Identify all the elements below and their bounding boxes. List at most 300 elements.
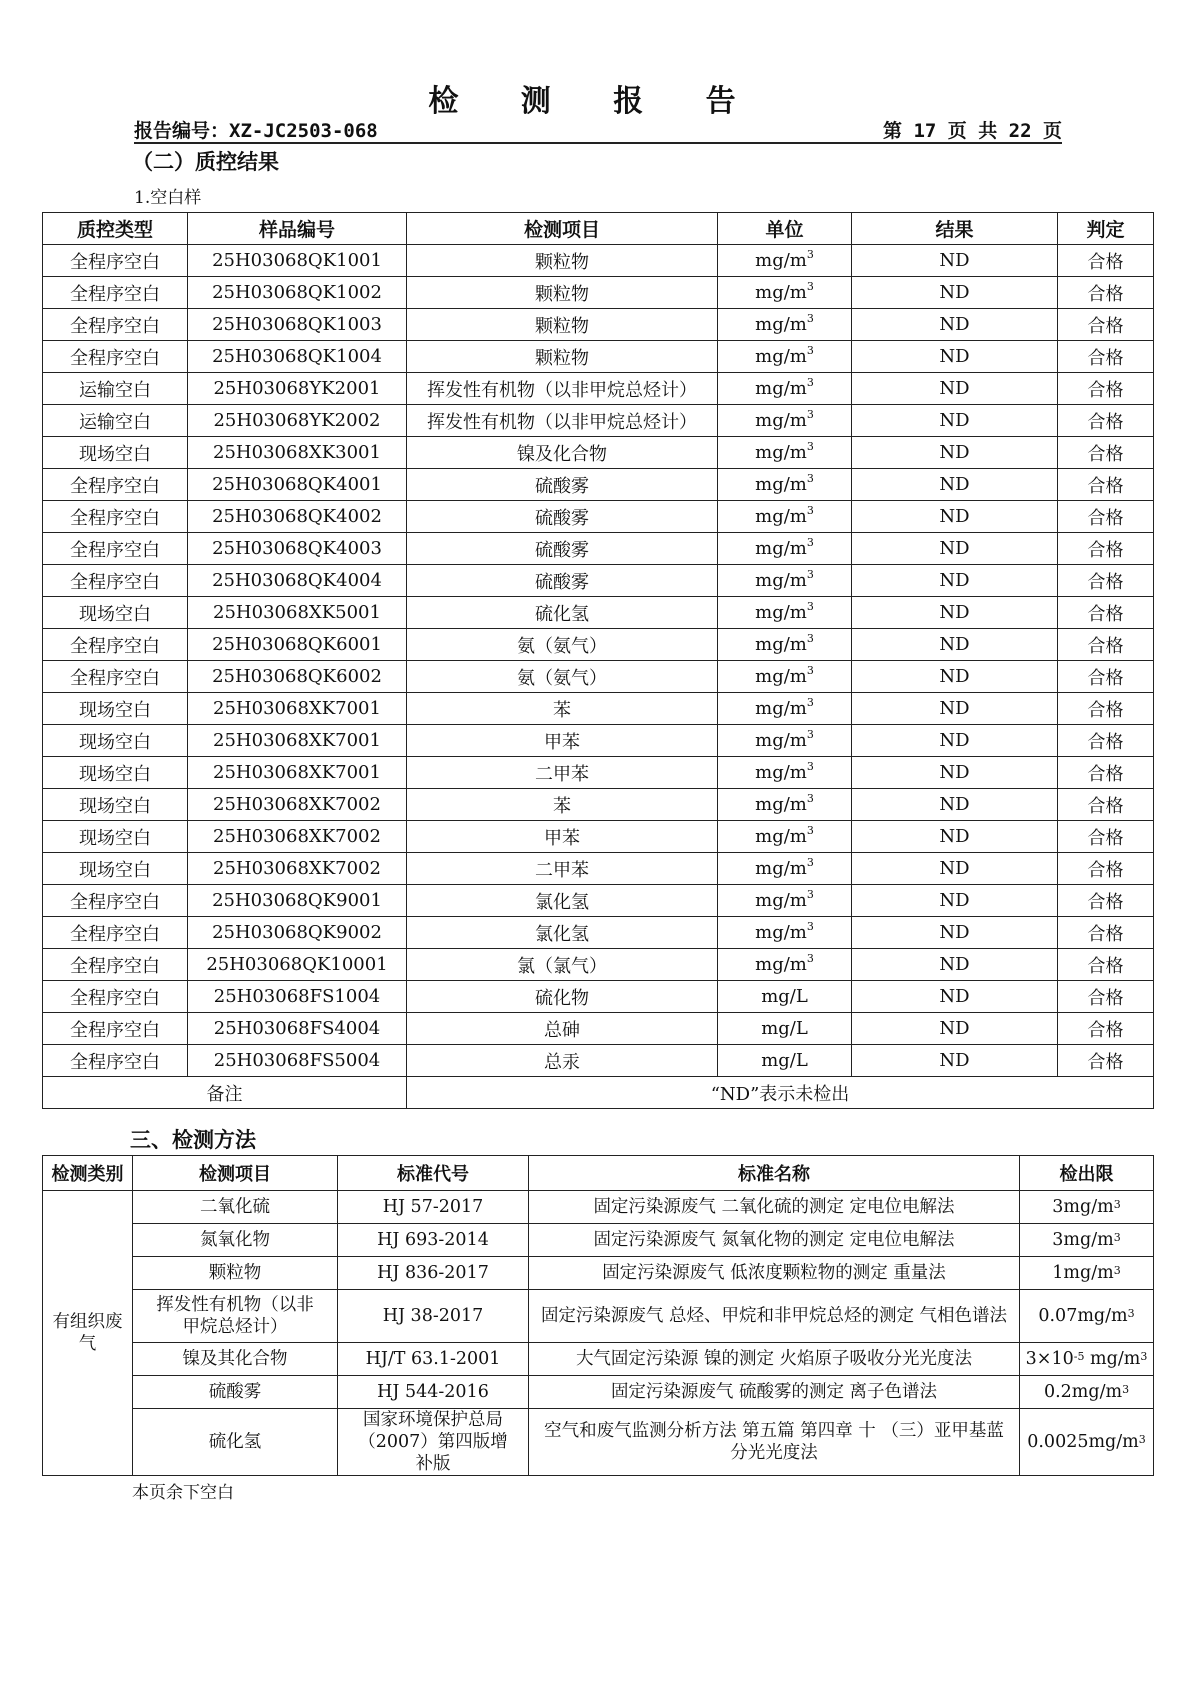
sample-no-cell: 25H03068QK1001 [188, 245, 407, 277]
table-row [43, 1376, 1154, 1409]
table-header-row [43, 213, 1154, 245]
unit-cell [718, 597, 852, 629]
qc-type-cell: 全程序空白 [43, 661, 188, 693]
test-item-cell: 苯 [407, 789, 718, 821]
test-item-cell: 颗粒物 [407, 245, 718, 277]
unit-text: mg/L [761, 986, 808, 1007]
verdict-cell: 合格 [1058, 949, 1154, 981]
qc-type-cell: 全程序空白 [43, 469, 188, 501]
table-row [43, 789, 1154, 821]
unit-cell [718, 853, 852, 885]
result-cell: ND [852, 757, 1058, 789]
result-cell: ND [852, 1013, 1058, 1045]
section-heading-test-methods: 三、检测方法 [130, 1128, 256, 1152]
unit-text: mg/m [755, 602, 807, 623]
test-item-cell: 氯化氢 [407, 885, 718, 917]
qc-type-cell: 全程序空白 [43, 885, 188, 917]
table-row [43, 693, 1154, 725]
detection-limit-cell [1020, 1409, 1154, 1476]
result-cell: ND [852, 469, 1058, 501]
table-row [43, 1290, 1154, 1343]
test-item-cell: 硫酸雾 [407, 565, 718, 597]
qc-type-cell: 现场空白 [43, 757, 188, 789]
item-cell: 硫化氢 [133, 1409, 338, 1476]
result-cell: ND [852, 373, 1058, 405]
unit-text: mg/m [755, 954, 807, 975]
standard-name-cell: 固定污染源废气 低浓度颗粒物的测定 重量法 [529, 1257, 1020, 1290]
limit-text: 1mg/m [1052, 1263, 1114, 1283]
result-cell: ND [852, 629, 1058, 661]
sample-no-cell: 25H03068FS5004 [188, 1045, 407, 1077]
standard-code-cell: HJ 836-2017 [338, 1257, 529, 1290]
detection-limit-cell [1020, 1343, 1154, 1376]
unit-text: mg/m [755, 890, 807, 911]
unit-superscript: 3 [806, 376, 814, 389]
test-item-cell: 苯 [407, 693, 718, 725]
table-row [43, 1013, 1154, 1045]
limit-superscript: 3 [1113, 1198, 1121, 1211]
sample-no-cell: 25H03068QK9001 [188, 885, 407, 917]
result-cell: ND [852, 533, 1058, 565]
unit-text: mg/m [755, 538, 807, 559]
verdict-cell: 合格 [1058, 245, 1154, 277]
qc-blank-table [42, 212, 1154, 1109]
result-cell: ND [852, 917, 1058, 949]
qc-type-cell: 现场空白 [43, 437, 188, 469]
sample-no-cell: 25H03068QK4004 [188, 565, 407, 597]
sample-no-cell: 25H03068YK2002 [188, 405, 407, 437]
item-cell: 二氧化硫 [133, 1191, 338, 1224]
verdict-cell: 合格 [1058, 437, 1154, 469]
standard-name-cell: 固定污染源废气 硫酸雾的测定 离子色谱法 [529, 1376, 1020, 1409]
unit-cell [718, 245, 852, 277]
unit-text: mg/m [755, 666, 807, 687]
sample-no-cell: 25H03068QK6002 [188, 661, 407, 693]
detection-limit-cell [1020, 1224, 1154, 1257]
verdict-cell: 合格 [1058, 533, 1154, 565]
qc-type-cell: 全程序空白 [43, 501, 188, 533]
sample-no-cell: 25H03068XK7002 [188, 853, 407, 885]
verdict-cell: 合格 [1058, 405, 1154, 437]
unit-text: mg/m [755, 698, 807, 719]
unit-superscript: 3 [806, 792, 814, 805]
qc-type-cell: 运输空白 [43, 373, 188, 405]
table-row [43, 533, 1154, 565]
unit-superscript: 3 [806, 760, 814, 773]
verdict-cell: 合格 [1058, 597, 1154, 629]
result-cell: ND [852, 1045, 1058, 1077]
standard-name-cell: 固定污染源废气 氮氧化物的测定 定电位电解法 [529, 1224, 1020, 1257]
limit-superscript: 3 [1127, 1307, 1135, 1320]
verdict-cell: 合格 [1058, 1013, 1154, 1045]
result-cell: ND [852, 661, 1058, 693]
result-cell: ND [852, 341, 1058, 373]
unit-text: mg/L [761, 1018, 808, 1039]
table-row [43, 1409, 1154, 1476]
unit-superscript: 3 [806, 280, 814, 293]
unit-text: mg/m [755, 506, 807, 527]
limit-text: 0.07mg/m [1038, 1306, 1128, 1326]
table-row [43, 1224, 1154, 1257]
qc-type-cell: 全程序空白 [43, 949, 188, 981]
result-cell: ND [852, 405, 1058, 437]
unit-cell [718, 1013, 852, 1045]
unit-superscript: 3 [806, 920, 814, 933]
table-row [43, 981, 1154, 1013]
table-row [43, 1045, 1154, 1077]
page-end-note: 本页余下空白 [132, 1483, 234, 1503]
verdict-cell: 合格 [1058, 693, 1154, 725]
verdict-cell: 合格 [1058, 821, 1154, 853]
limit-superscript: 3 [1140, 1350, 1148, 1363]
sample-no-cell: 25H03068XK7002 [188, 789, 407, 821]
verdict-cell: 合格 [1058, 565, 1154, 597]
standard-code-cell: HJ/T 63.1-2001 [338, 1343, 529, 1376]
sample-no-cell: 25H03068QK4001 [188, 469, 407, 501]
qc-type-cell: 全程序空白 [43, 309, 188, 341]
unit-superscript: 3 [806, 312, 814, 325]
verdict-cell: 合格 [1058, 309, 1154, 341]
verdict-cell: 合格 [1058, 789, 1154, 821]
unit-cell [718, 661, 852, 693]
limit-text: 3mg/m [1052, 1230, 1114, 1250]
sample-no-cell: 25H03068YK2001 [188, 373, 407, 405]
standard-name-cell: 固定污染源废气 二氧化硫的测定 定电位电解法 [529, 1191, 1020, 1224]
test-item-cell: 镍及化合物 [407, 437, 718, 469]
sample-no-cell: 25H03068XK7001 [188, 693, 407, 725]
verdict-cell: 合格 [1058, 885, 1154, 917]
verdict-cell: 合格 [1058, 341, 1154, 373]
unit-superscript: 3 [806, 344, 814, 357]
page-info: 第 17 页 共 22 页 [883, 120, 1062, 142]
table-row [43, 661, 1154, 693]
verdict-cell: 合格 [1058, 853, 1154, 885]
test-item-cell: 氨（氨气） [407, 629, 718, 661]
unit-superscript: 3 [806, 664, 814, 677]
test-item-cell: 二甲苯 [407, 853, 718, 885]
limit-superscript: 3 [1122, 1383, 1130, 1396]
table-row [43, 245, 1154, 277]
unit-cell [718, 725, 852, 757]
category-cell: 有组织废气 [43, 1191, 133, 1476]
unit-cell [718, 309, 852, 341]
unit-cell [718, 501, 852, 533]
verdict-cell: 合格 [1058, 469, 1154, 501]
header-rule [134, 142, 1062, 144]
result-cell: ND [852, 885, 1058, 917]
verdict-cell: 合格 [1058, 981, 1154, 1013]
standard-code-cell: 国家环境保护总局（2007）第四版增补版 [338, 1409, 529, 1476]
sample-no-cell: 25H03068QK4002 [188, 501, 407, 533]
item-cell: 镍及其化合物 [133, 1343, 338, 1376]
test-item-cell: 硫酸雾 [407, 469, 718, 501]
table-row [43, 341, 1154, 373]
result-cell: ND [852, 853, 1058, 885]
unit-superscript: 3 [806, 856, 814, 869]
qc-type-cell: 运输空白 [43, 405, 188, 437]
table-row [43, 437, 1154, 469]
sample-no-cell: 25H03068XK7001 [188, 725, 407, 757]
unit-text: mg/m [755, 826, 807, 847]
detection-limit-cell [1020, 1257, 1154, 1290]
unit-cell [718, 533, 852, 565]
result-cell: ND [852, 693, 1058, 725]
verdict-cell: 合格 [1058, 277, 1154, 309]
unit-superscript: 3 [806, 536, 814, 549]
sample-no-cell: 25H03068QK1003 [188, 309, 407, 341]
col-header-detection-limit: 检出限 [1020, 1156, 1154, 1191]
unit-cell [718, 469, 852, 501]
table-row [43, 277, 1154, 309]
result-cell: ND [852, 309, 1058, 341]
result-cell: ND [852, 501, 1058, 533]
detection-limit-cell [1020, 1376, 1154, 1409]
qc-type-cell: 全程序空白 [43, 533, 188, 565]
unit-cell [718, 789, 852, 821]
standard-name-cell: 大气固定污染源 镍的测定 火焰原子吸收分光光度法 [529, 1343, 1020, 1376]
qc-type-cell: 现场空白 [43, 597, 188, 629]
unit-cell [718, 885, 852, 917]
test-item-cell: 甲苯 [407, 821, 718, 853]
unit-text: mg/m [755, 474, 807, 495]
col-header-sample-no: 样品编号 [188, 213, 407, 245]
limit-text: 3mg/m [1052, 1197, 1114, 1217]
standard-code-cell: HJ 693-2014 [338, 1224, 529, 1257]
unit-superscript: 3 [806, 472, 814, 485]
qc-type-cell: 全程序空白 [43, 917, 188, 949]
sample-no-cell: 25H03068XK7001 [188, 757, 407, 789]
unit-cell [718, 277, 852, 309]
remark-text: “ND”表示未检出 [407, 1077, 1154, 1109]
table-row [43, 405, 1154, 437]
limit-prefix: 3×10 [1025, 1349, 1074, 1369]
col-header-qc-type: 质控类型 [43, 213, 188, 245]
unit-text: mg/m [755, 730, 807, 751]
qc-type-cell: 全程序空白 [43, 629, 188, 661]
limit-text: 0.2mg/m [1043, 1382, 1123, 1402]
table-row [43, 469, 1154, 501]
test-item-cell: 颗粒物 [407, 341, 718, 373]
qc-type-cell: 全程序空白 [43, 1045, 188, 1077]
section-heading-qc-results: （二）质控结果 [132, 150, 279, 174]
limit-text: mg/m [1084, 1349, 1141, 1369]
verdict-cell: 合格 [1058, 917, 1154, 949]
unit-cell [718, 629, 852, 661]
col-header-result: 结果 [852, 213, 1058, 245]
remark-label: 备注 [43, 1077, 407, 1109]
unit-cell [718, 917, 852, 949]
col-header-unit: 单位 [718, 213, 852, 245]
verdict-cell: 合格 [1058, 373, 1154, 405]
test-item-cell: 甲苯 [407, 725, 718, 757]
result-cell: ND [852, 789, 1058, 821]
test-item-cell: 氯化氢 [407, 917, 718, 949]
unit-text: mg/m [755, 314, 807, 335]
sample-no-cell: 25H03068QK1002 [188, 277, 407, 309]
unit-superscript: 3 [806, 824, 814, 837]
unit-text: mg/m [755, 442, 807, 463]
unit-text: mg/m [755, 410, 807, 431]
col-header-category: 检测类别 [43, 1156, 133, 1191]
sample-no-cell: 25H03068XK7002 [188, 821, 407, 853]
standard-code-cell: HJ 544-2016 [338, 1376, 529, 1409]
qc-type-cell: 全程序空白 [43, 981, 188, 1013]
unit-superscript: 3 [806, 440, 814, 453]
standard-code-cell: HJ 38-2017 [338, 1290, 529, 1343]
col-header-test-item: 检测项目 [407, 213, 718, 245]
standard-name-cell: 固定污染源废气 总烃、甲烷和非甲烷总烃的测定 气相色谱法 [529, 1290, 1020, 1343]
table-row [43, 373, 1154, 405]
sample-no-cell: 25H03068QK1004 [188, 341, 407, 373]
unit-text: mg/L [761, 1050, 808, 1071]
verdict-cell: 合格 [1058, 725, 1154, 757]
result-cell: ND [852, 949, 1058, 981]
test-item-cell: 二甲苯 [407, 757, 718, 789]
qc-type-cell: 现场空白 [43, 725, 188, 757]
result-cell: ND [852, 245, 1058, 277]
qc-type-cell: 全程序空白 [43, 341, 188, 373]
limit-superscript: 3 [1113, 1264, 1121, 1277]
table-row [43, 757, 1154, 789]
test-item-cell: 硫化物 [407, 981, 718, 1013]
unit-superscript: 3 [806, 632, 814, 645]
item-cell: 氮氧化物 [133, 1224, 338, 1257]
table-row [43, 885, 1154, 917]
test-item-cell: 硫酸雾 [407, 533, 718, 565]
test-item-cell: 颗粒物 [407, 309, 718, 341]
unit-superscript: 3 [806, 248, 814, 261]
qc-type-cell: 现场空白 [43, 789, 188, 821]
unit-cell [718, 821, 852, 853]
sample-no-cell: 25H03068XK5001 [188, 597, 407, 629]
unit-superscript: 3 [806, 696, 814, 709]
unit-superscript: 3 [806, 408, 814, 421]
unit-cell [718, 949, 852, 981]
table-row [43, 565, 1154, 597]
verdict-cell: 合格 [1058, 501, 1154, 533]
table-row [43, 821, 1154, 853]
table-row [43, 725, 1154, 757]
test-item-cell: 氯（氯气） [407, 949, 718, 981]
col-header-item: 检测项目 [133, 1156, 338, 1191]
table-row [43, 853, 1154, 885]
sample-no-cell: 25H03068QK9002 [188, 917, 407, 949]
sample-no-cell: 25H03068FS4004 [188, 1013, 407, 1045]
standard-code-cell: HJ 57-2017 [338, 1191, 529, 1224]
result-cell: ND [852, 821, 1058, 853]
unit-text: mg/m [755, 346, 807, 367]
unit-text: mg/m [755, 794, 807, 815]
unit-text: mg/m [755, 634, 807, 655]
qc-type-cell: 全程序空白 [43, 277, 188, 309]
unit-cell [718, 981, 852, 1013]
unit-text: mg/m [755, 570, 807, 591]
sample-no-cell: 25H03068QK4003 [188, 533, 407, 565]
unit-text: mg/m [755, 250, 807, 271]
unit-superscript: 3 [806, 888, 814, 901]
item-cell: 颗粒物 [133, 1257, 338, 1290]
verdict-cell: 合格 [1058, 661, 1154, 693]
unit-cell [718, 341, 852, 373]
test-item-cell: 挥发性有机物（以非甲烷总烃计） [407, 373, 718, 405]
result-cell: ND [852, 597, 1058, 629]
col-header-standard-name: 标准名称 [529, 1156, 1020, 1191]
test-item-cell: 颗粒物 [407, 277, 718, 309]
unit-cell [718, 1045, 852, 1077]
limit-exponent: -5 [1073, 1350, 1085, 1363]
table-row [43, 1257, 1154, 1290]
table-row [43, 949, 1154, 981]
table-row [43, 597, 1154, 629]
table-row [43, 917, 1154, 949]
detection-limit-cell [1020, 1191, 1154, 1224]
unit-cell [718, 405, 852, 437]
remark-row [43, 1077, 1154, 1109]
detection-limit-cell [1020, 1290, 1154, 1343]
table-header-row [43, 1156, 1154, 1191]
test-methods-table [42, 1155, 1154, 1476]
col-header-standard-code: 标准代号 [338, 1156, 529, 1191]
qc-type-cell: 全程序空白 [43, 565, 188, 597]
qc-type-cell: 现场空白 [43, 693, 188, 725]
col-header-verdict: 判定 [1058, 213, 1154, 245]
unit-text: mg/m [755, 922, 807, 943]
sample-no-cell: 25H03068XK3001 [188, 437, 407, 469]
qc-type-cell: 现场空白 [43, 853, 188, 885]
unit-superscript: 3 [806, 600, 814, 613]
subheading-blank-samples: 1.空白样 [134, 188, 202, 208]
unit-text: mg/m [755, 282, 807, 303]
item-cell: 硫酸雾 [133, 1376, 338, 1409]
result-cell: ND [852, 981, 1058, 1013]
table-row [43, 629, 1154, 661]
table-row [43, 501, 1154, 533]
limit-superscript: 3 [1113, 1231, 1121, 1244]
verdict-cell: 合格 [1058, 1045, 1154, 1077]
item-cell: 挥发性有机物（以非甲烷总烃计） [133, 1290, 338, 1343]
test-item-cell: 总汞 [407, 1045, 718, 1077]
verdict-cell: 合格 [1058, 629, 1154, 661]
result-cell: ND [852, 277, 1058, 309]
unit-text: mg/m [755, 858, 807, 879]
limit-text: 0.0025mg/m [1027, 1432, 1139, 1452]
test-item-cell: 氨（氨气） [407, 661, 718, 693]
result-cell: ND [852, 437, 1058, 469]
report-number: 报告编号：XZ-JC2503-068 [134, 120, 378, 142]
test-item-cell: 硫酸雾 [407, 501, 718, 533]
limit-superscript: 3 [1138, 1433, 1146, 1446]
qc-type-cell: 全程序空白 [43, 245, 188, 277]
test-item-cell: 挥发性有机物（以非甲烷总烃计） [407, 405, 718, 437]
unit-cell [718, 757, 852, 789]
sample-no-cell: 25H03068QK6001 [188, 629, 407, 661]
table-row [43, 309, 1154, 341]
table-row [43, 1191, 1154, 1224]
unit-cell [718, 373, 852, 405]
unit-superscript: 3 [806, 952, 814, 965]
test-item-cell: 硫化氢 [407, 597, 718, 629]
sample-no-cell: 25H03068QK10001 [188, 949, 407, 981]
qc-type-cell: 全程序空白 [43, 1013, 188, 1045]
verdict-cell: 合格 [1058, 757, 1154, 789]
unit-cell [718, 565, 852, 597]
unit-superscript: 3 [806, 504, 814, 517]
unit-cell [718, 693, 852, 725]
unit-superscript: 3 [806, 728, 814, 741]
unit-cell [718, 437, 852, 469]
qc-type-cell: 现场空白 [43, 821, 188, 853]
result-cell: ND [852, 725, 1058, 757]
